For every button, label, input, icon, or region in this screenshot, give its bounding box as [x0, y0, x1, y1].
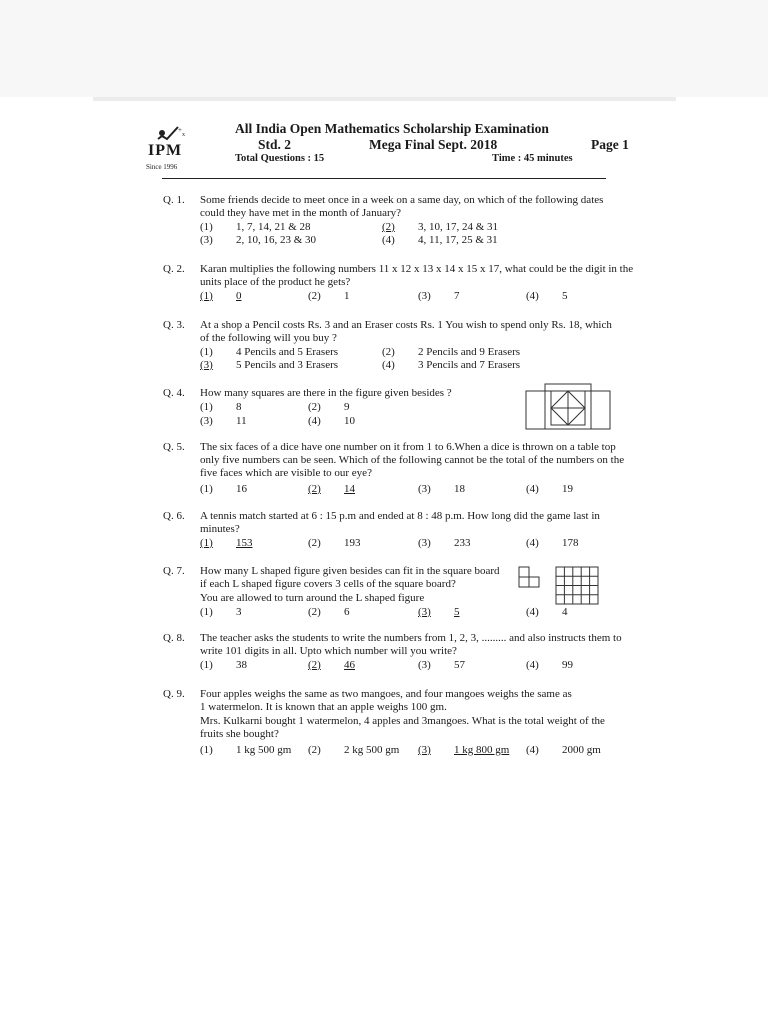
option-label-marked: (3) [418, 744, 431, 756]
option-value: 6 [344, 606, 350, 618]
question-number: Q. 8. [163, 632, 185, 644]
document-page [93, 101, 676, 1024]
option-label-marked: (2) [308, 659, 321, 671]
option-label: (3) [200, 415, 213, 427]
question-text-line: 1 watermelon. It is known that an apple weighs 100 gm. [200, 701, 447, 713]
viewer-top-area [0, 0, 768, 97]
svg-text:x: x [182, 132, 185, 138]
question-text: At a shop a Pencil costs Rs. 3 and an Eraser costs Rs. 1 You wish to spend only Rs. 18, which of the following will you buy ? [200, 319, 612, 344]
option-value: 3 [236, 606, 242, 618]
question-text-line: You are allowed to turn around the L shaped figure [200, 592, 425, 604]
option-label: (1) [200, 401, 213, 413]
exam-title: All India Open Mathematics Scholarship Examination [235, 121, 549, 136]
option-value: 4 Pencils and 5 Erasers [236, 346, 339, 358]
question-3 [93, 319, 676, 375]
option-value: 4, 11, 17, 25 & 31 [418, 234, 498, 246]
option-value: 1 [344, 290, 350, 302]
option-label: (3) [418, 290, 431, 302]
option-label: (3) [418, 483, 431, 495]
option-label-marked: (1) [200, 290, 213, 302]
option-value: 7 [454, 290, 460, 302]
option-value: 178 [562, 537, 579, 549]
question-number: Q. 7. [163, 565, 185, 577]
question-1 [93, 194, 676, 254]
option-label: (1) [200, 346, 213, 358]
option-label-marked: (2) [308, 483, 321, 495]
question-number: Q. 6. [163, 510, 185, 522]
squares-figure [525, 383, 611, 433]
question-text-line: Four apples weighs the same as two mangoes, and four mangoes weighs the same as [200, 688, 572, 700]
option-value: 1, 7, 14, 21 & 28 [236, 221, 311, 233]
question-text-line: Mrs. Kulkarni bought 1 watermelon, 4 apples and 3mangoes. What is the total weight of the [200, 715, 605, 727]
question-number: Q. 5. [163, 441, 185, 453]
option-value: 8 [236, 401, 242, 413]
question-6 [93, 510, 676, 555]
option-value: 2, 10, 16, 23 & 30 [236, 234, 317, 246]
question-text-line: if each L shaped figure covers 3 cells of the square board? [200, 578, 456, 590]
l-shape-figure [518, 566, 540, 588]
option-label: (3) [200, 234, 213, 246]
option-label-marked: (1) [200, 537, 213, 549]
option-label: (2) [308, 744, 321, 756]
question-text: The teacher asks the students to write the numbers from 1, 2, 3, ......... and also instructs them to write 101 digits in all. Upto which number will you write? [200, 632, 622, 657]
option-label-marked: (3) [418, 606, 431, 618]
option-value: 2000 gm [562, 744, 601, 756]
option-value: 38 [236, 659, 247, 671]
option-label: (4) [526, 483, 539, 495]
option-label: (4) [526, 537, 539, 549]
option-label: (4) [382, 234, 395, 246]
header-divider [162, 178, 606, 179]
question-text-line: fruits she bought? [200, 728, 279, 740]
question-text: The six faces of a dice have one number on it from 1 to 6.When a dice is thrown on a table top only five numbers can be seen. Which of the following cannot be the total of the numbers on the five faces which are visible to our eye? [200, 441, 625, 479]
option-label: (4) [308, 415, 321, 427]
option-value: 5 [562, 290, 568, 302]
question-text-line: How many L shaped figure given besides can fit in the square board [200, 565, 500, 577]
option-label: (4) [526, 606, 539, 618]
option-label: (2) [308, 401, 321, 413]
question-number: Q. 4. [163, 387, 185, 399]
option-label-marked: (3) [200, 359, 213, 371]
option-label: (1) [200, 659, 213, 671]
question-number: Q. 1. [163, 194, 185, 206]
option-label: (4) [382, 359, 395, 371]
option-label: (2) [382, 346, 395, 358]
page-number: Page 1 [591, 137, 629, 152]
question-text: A tennis match started at 6 : 15 p.m and ended at 8 : 48 p.m. How long did the game last in minutes? [200, 510, 600, 535]
logo-text: IPM [148, 142, 183, 159]
total-questions: Total Questions : 15 [235, 153, 325, 164]
logo-since: Since 1996 [146, 163, 178, 171]
svg-text:+: + [178, 126, 182, 134]
question-text: How many squares are there in the figure given besides ? [200, 387, 452, 399]
option-label: (4) [526, 290, 539, 302]
option-label: (1) [200, 606, 213, 618]
question-9 [93, 688, 676, 758]
question-2 [93, 263, 676, 308]
option-value: 2 kg 500 gm [344, 744, 400, 756]
time-limit: Time : 45 minutes [492, 153, 573, 164]
question-5 [93, 441, 676, 501]
option-value: 99 [562, 659, 573, 671]
question-number: Q. 2. [163, 263, 185, 275]
option-value: 57 [454, 659, 465, 671]
ipm-logo [148, 125, 198, 175]
option-label: (2) [308, 290, 321, 302]
option-label: (2) [308, 537, 321, 549]
option-value-marked: 14 [344, 483, 355, 495]
option-label-marked: (2) [382, 221, 395, 233]
question-text: Karan multiplies the following numbers 11 x 12 x 13 x 14 x 15 x 17, what could be the digit in the units place of the product he gets? [200, 263, 634, 288]
option-value: 3, 10, 17, 24 & 31 [418, 221, 499, 233]
question-number: Q. 9. [163, 688, 185, 700]
option-value: 233 [454, 537, 471, 549]
option-value: 5 Pencils and 3 Erasers [236, 359, 339, 371]
option-value-marked: 46 [344, 659, 355, 671]
option-value-marked: 0 [236, 290, 242, 302]
option-value: 11 [236, 415, 247, 427]
option-label: (2) [308, 606, 321, 618]
question-number: Q. 3. [163, 319, 185, 331]
exam-name: Mega Final Sept. 2018 [369, 137, 498, 152]
option-value-marked: 5 [454, 606, 460, 618]
option-label: (1) [200, 744, 213, 756]
option-value: 3 Pencils and 7 Erasers [418, 359, 521, 371]
option-value: 4 [562, 606, 568, 618]
option-value: 10 [344, 415, 355, 427]
question-8 [93, 632, 676, 677]
option-label: (4) [526, 659, 539, 671]
option-value: 193 [344, 537, 361, 549]
option-label: (3) [418, 659, 431, 671]
option-value: 2 Pencils and 9 Erasers [418, 346, 521, 358]
option-label: (3) [418, 537, 431, 549]
option-label: (4) [526, 744, 539, 756]
option-label: (1) [200, 483, 213, 495]
square-board-figure [555, 566, 599, 605]
option-value-marked: 153 [236, 537, 253, 549]
option-value-marked: 1 kg 800 gm [454, 744, 510, 756]
question-text: Some friends decide to meet once in a week on a same day, on which of the following dates could they have met in the month of January? [200, 194, 604, 219]
option-value: 19 [562, 483, 573, 495]
option-value: 1 kg 500 gm [236, 744, 292, 756]
option-value: 18 [454, 483, 465, 495]
option-label: (1) [200, 221, 213, 233]
standard-label: Std. 2 [258, 137, 292, 152]
option-value: 9 [344, 401, 350, 413]
option-value: 16 [236, 483, 247, 495]
